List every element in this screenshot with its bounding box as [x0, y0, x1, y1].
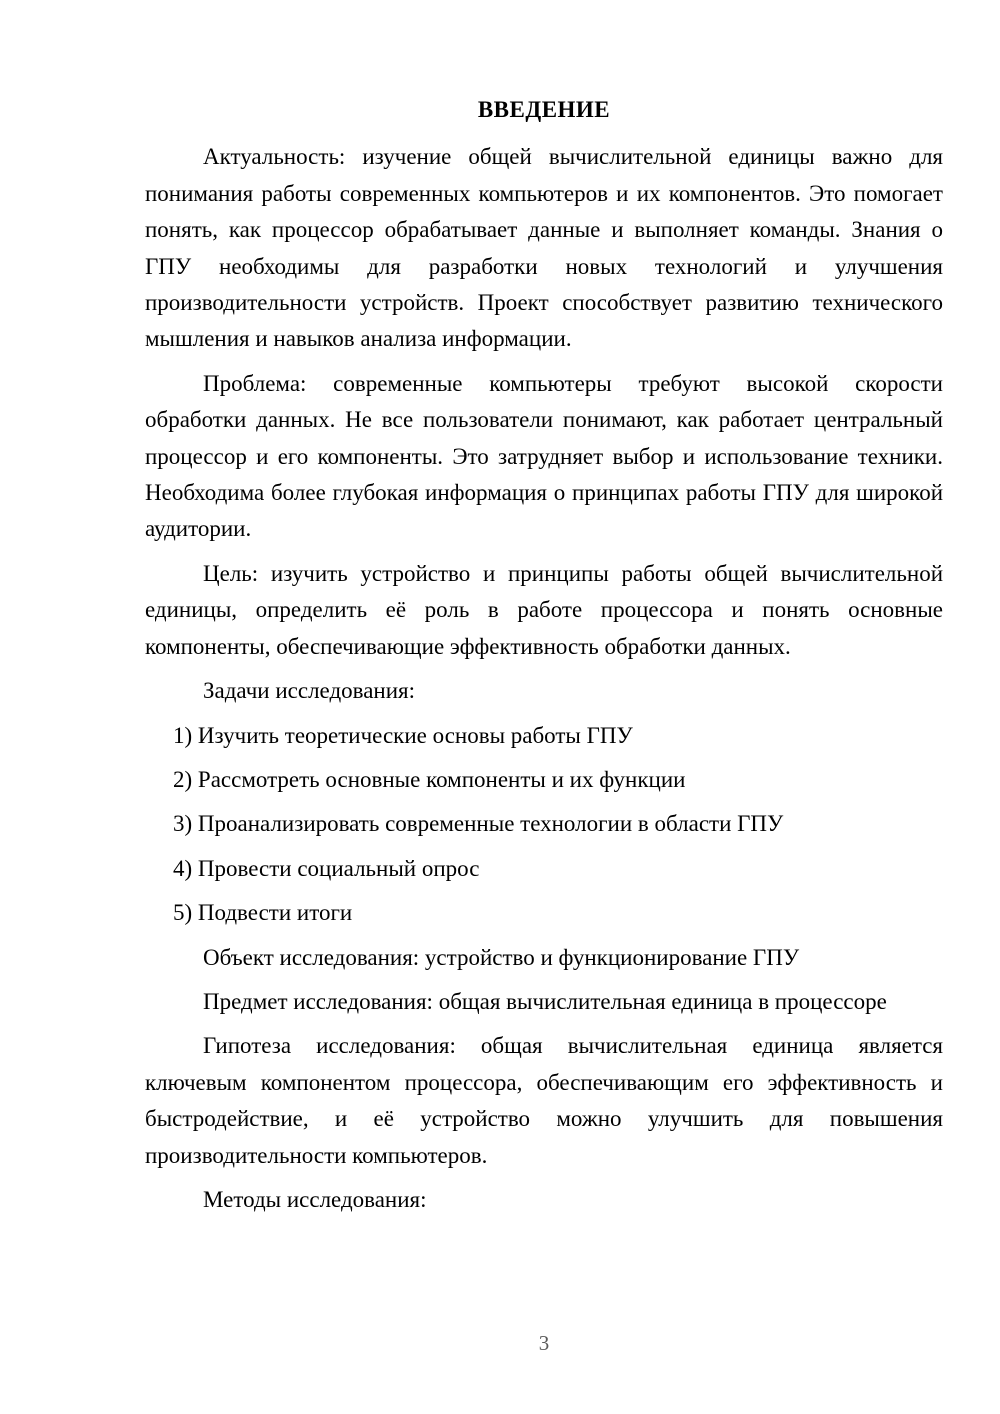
paragraph-relevance: Актуальность: изучение общей вычислительной единицы важно для понимания работы современных компьютеров и их компонентов. Это помогает понять, как процессор обрабатывает данные и выполняет команды. Знания о ГПУ необходимы для разработки новых технологий и улучшения производительности устройств. Проект способствует развитию технического мышления и навыков анализа информации.	[145, 144, 943, 352]
paragraph-tasks-heading: Задачи исследования:	[203, 678, 416, 704]
list-item: 4) Провести социальный опрос	[173, 855, 480, 881]
list-item: 1) Изучить теоретические основы работы ГПУ	[173, 722, 633, 748]
paragraph-object: Объект исследования: устройство и функционирование ГПУ	[203, 944, 800, 970]
list-item: 2) Рассмотреть основные компоненты и их функции	[173, 766, 686, 792]
list-item: 3) Проанализировать современные технологии в области ГПУ	[173, 811, 784, 837]
paragraph-hypothesis: Гипотеза исследования: общая вычислительная единица является ключевым компонентом процессора, обеспечивающим его эффективность и быстродействие, и её устройство можно улучшить для повышения производительности компьютеров.	[145, 1033, 943, 1168]
paragraph-problem: Проблема: современные компьютеры требуют высокой скорости обработки данных. Не все пользователи понимают, как работает центральный процессор и его компоненты. Это затрудняет выбор и использование техники. Необходима более глубокая информация о принципах работы ГПУ для широкой аудитории.	[145, 370, 943, 542]
page-number: 3	[538, 1331, 550, 1355]
document-body	[145, 92, 943, 1226]
paragraph-subject: Предмет исследования: общая вычислительная единица в процессоре	[203, 988, 887, 1014]
paragraph-methods-heading: Методы исследования:	[203, 1186, 427, 1212]
list-item: 5) Подвести итоги	[173, 900, 353, 926]
paragraph-goal: Цель: изучить устройство и принципы работы общей вычислительной единицы, определить её роль в работе процессора и понять основные компоненты, обеспечивающие эффективность обработки данных.	[145, 560, 943, 659]
page-title: ВВЕДЕНИЕ	[477, 97, 611, 122]
